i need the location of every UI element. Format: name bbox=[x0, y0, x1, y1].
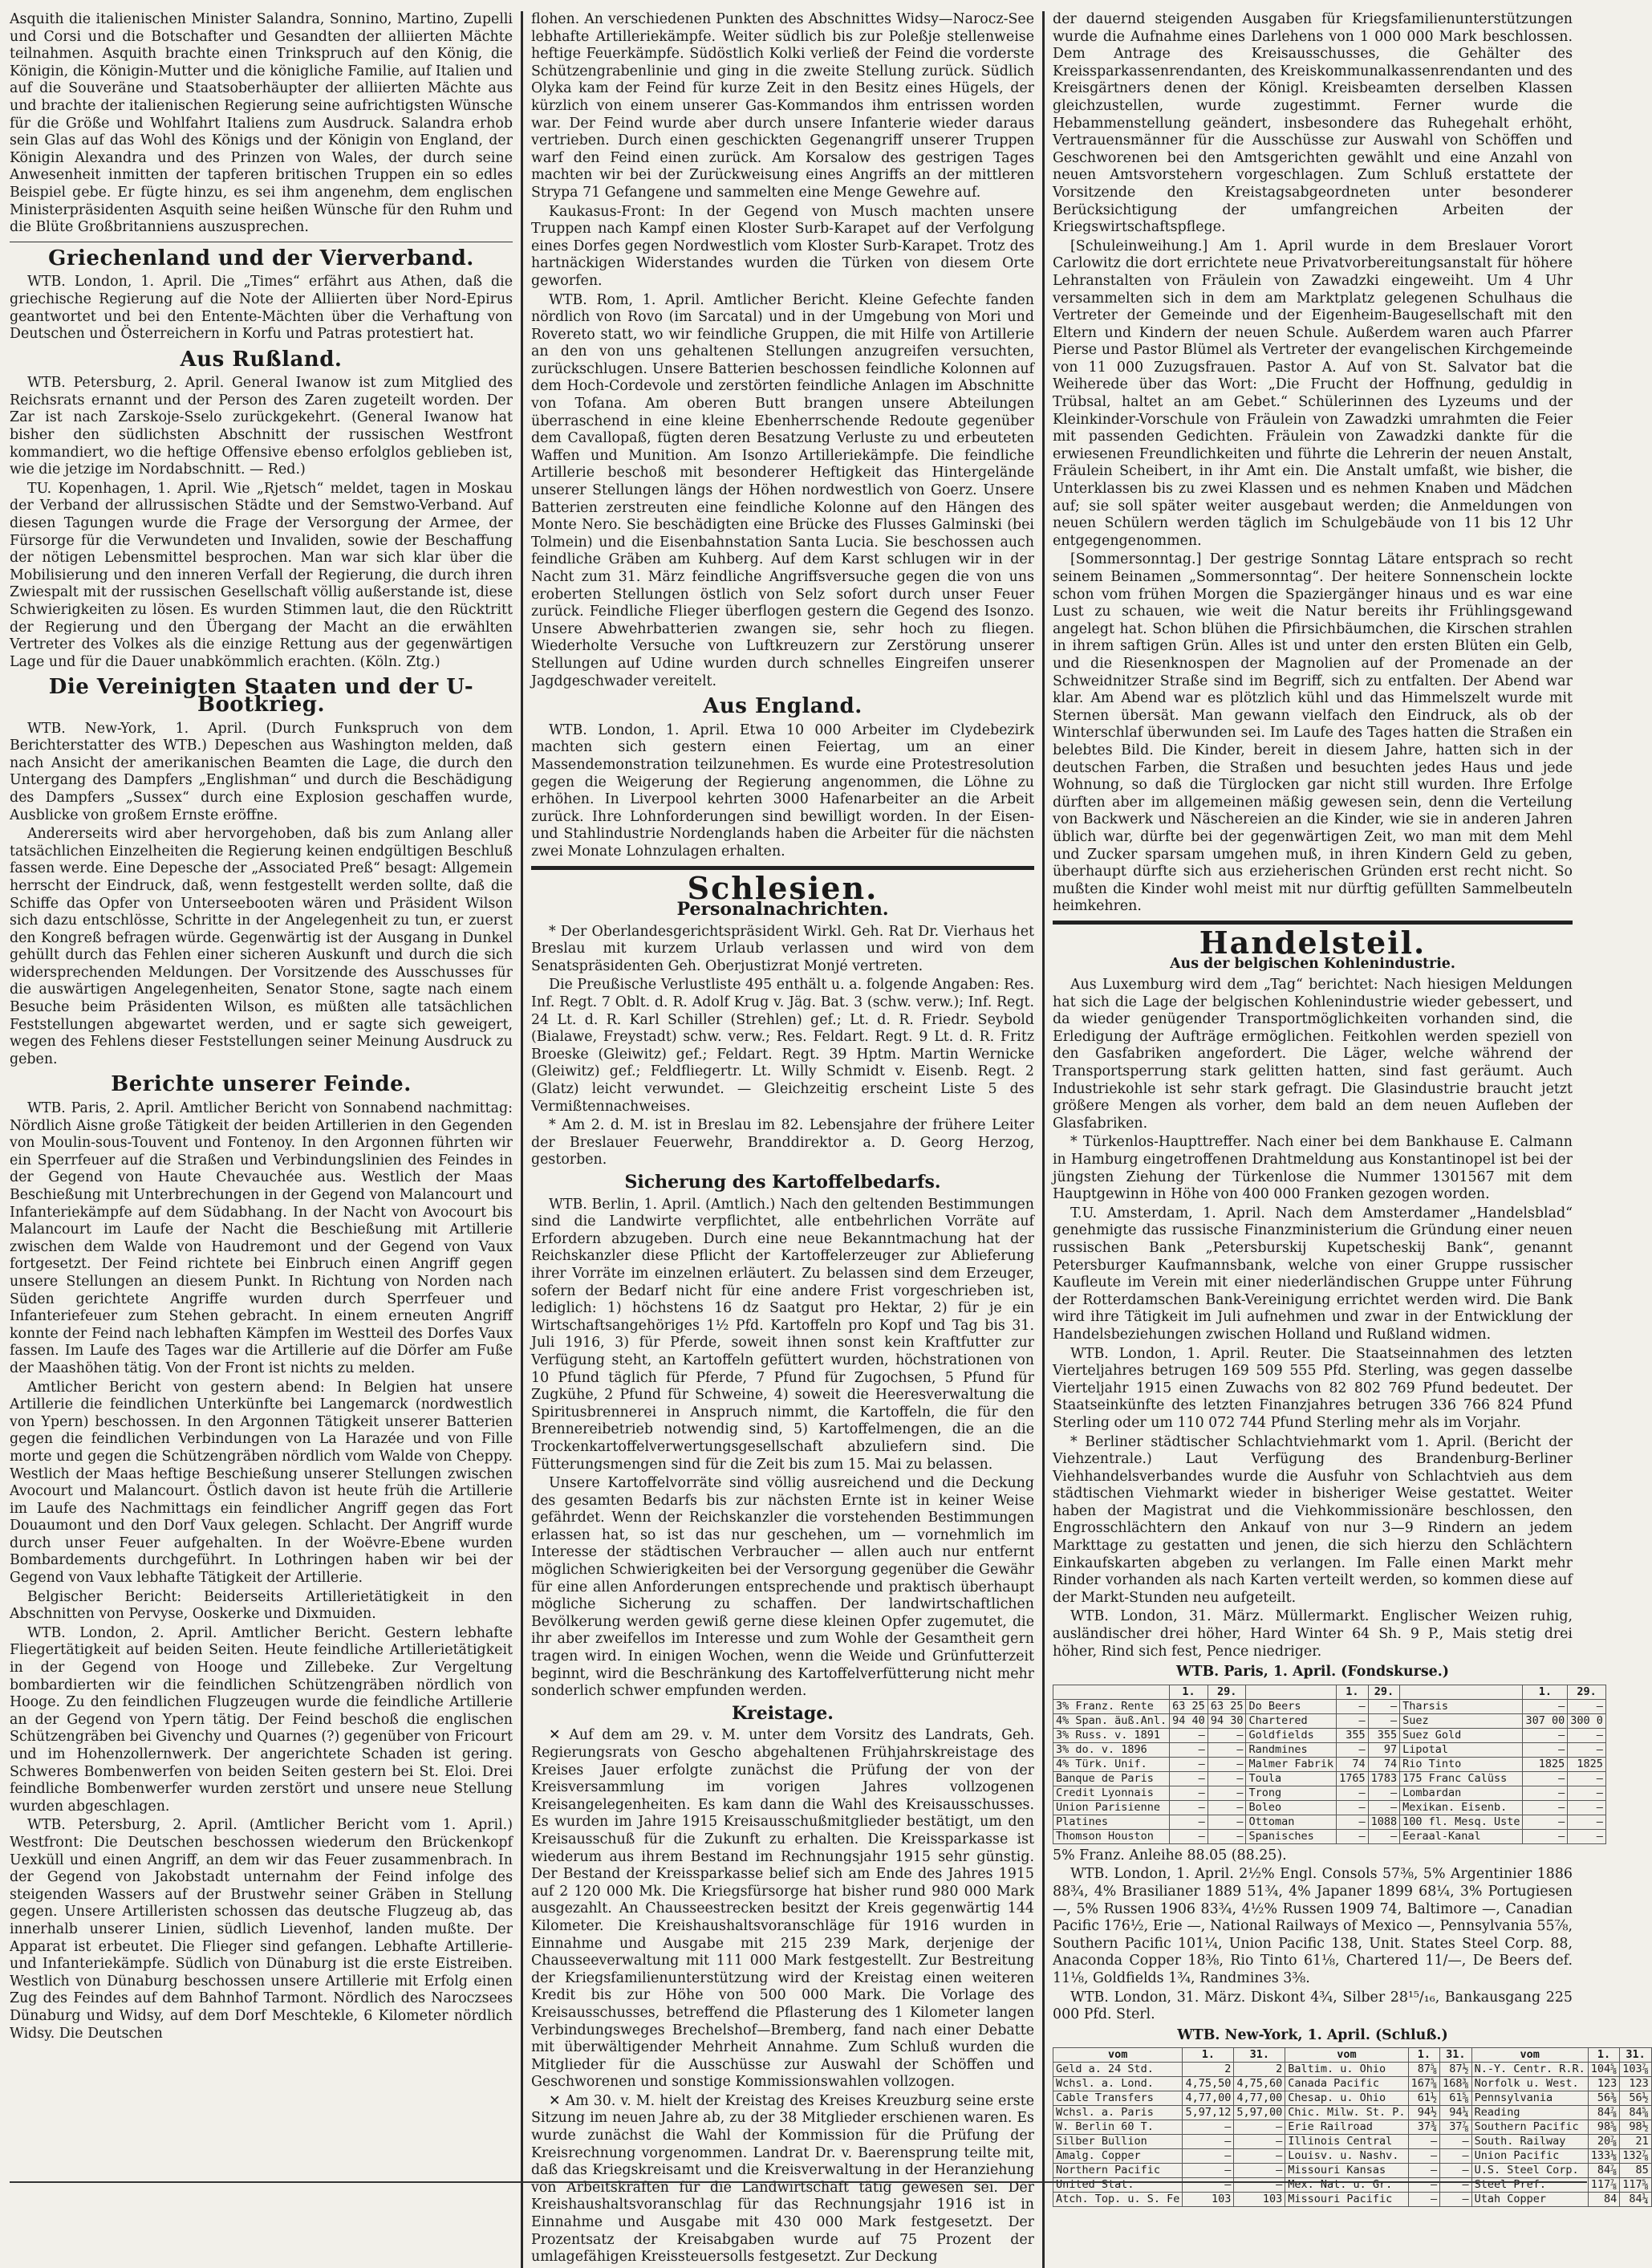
newyork-heading: WTB. New-York, 1. April. (Schluß.) bbox=[1177, 2026, 1448, 2043]
table-cell: Platines bbox=[1053, 1815, 1170, 1829]
table-cell: 84⅞ bbox=[1588, 2106, 1620, 2120]
table-cell: — bbox=[1568, 1815, 1606, 1829]
table-cell: — bbox=[1368, 1800, 1400, 1815]
table-cell: 103 bbox=[1234, 2193, 1285, 2207]
table-cell: — bbox=[1440, 2149, 1472, 2164]
article-text: WTB. London, 1. April. Etwa 10 000 Arbeiter im Clydebezirk machten sich gestern einen Feiertag, um an einer Massendemonstration teilzunehmen. Es wurde eine Protestresolution gegen die Weigerung der Regierung angenommen, die Löhne zu erhöhen. In Liverpool kehrten 3000 Hafenarbeiter an die Arbeit zurück. Ihre Lohnforderungen sind bewilligt worden. In der Eisen- und Stahlindustrie Nordenglands haben die Arbeiter für die nächsten zwei Monate Lohnzulagen erhalten. bbox=[531, 721, 1034, 860]
table-row bbox=[1053, 2120, 1652, 2135]
table-cell: Silber Bullion bbox=[1053, 2135, 1183, 2149]
table-cell: Malmer Fabrik bbox=[1246, 1757, 1337, 1771]
table-cell: 1765 bbox=[1337, 1771, 1369, 1786]
table-cell: 4,77,00 bbox=[1183, 2091, 1234, 2106]
table-cell: W. Berlin 60 T. bbox=[1053, 2120, 1183, 2135]
article-text: * Am 2. d. M. ist in Breslau im 82. Lebensjahre der frühere Leiter der Breslauer Feuerwehr, Branddirektor a. D. Georg Herzog, gestorben. bbox=[531, 1117, 1034, 1169]
bottom-rule bbox=[10, 2181, 1587, 2183]
table-cell: Chartered bbox=[1246, 1713, 1337, 1728]
table-cell: — bbox=[1368, 1699, 1400, 1713]
table-row bbox=[1053, 1815, 1606, 1829]
table-header-cell: 29. bbox=[1368, 1685, 1400, 1699]
article-text: WTB. London, 31. März. Müllermarkt. Englischer Weizen ruhig, ausländischer drei höher, Hard Winter 64 Sh. 9 P., Mais stetig drei höher, Rind sich fest, Pence niedriger. bbox=[1053, 1608, 1573, 1660]
table-cell: Tharsis bbox=[1400, 1699, 1523, 1713]
table-cell: — bbox=[1523, 1786, 1568, 1800]
headline-kohle: Aus der belgischen Kohlenindustrie. bbox=[1170, 956, 1455, 973]
table-cell: Union Pacific bbox=[1471, 2149, 1588, 2164]
table-cell: — bbox=[1523, 1742, 1568, 1757]
table-cell: United Stat. bbox=[1053, 2178, 1183, 2193]
table-cell: — bbox=[1568, 1699, 1606, 1713]
table-cell: 133⅛ bbox=[1588, 2149, 1620, 2164]
article-text: ✕ Am 30. v. M. hielt der Kreistag des Kreises Kreuzburg seine erste Sitzung im neuen Jahre ab, zu der 38 Mitglieder erschienen waren. Es wurde zunächst die Wahl der Kommission für die Prüfung der Kreisrechnung vorgenommen. Landrat Dr. v. Baerensprung teilte mit, daß das Kriegskreisamt und die Kreisverwaltung in der Heranziehung von Arbeitskräften für die Landwirtschaft tätig gewesen sei. Der Kreishaushaltsvoranschlag für das Rechnungsjahr 1916 ist in Einnahme und Ausgabe mit 430 000 Mark festgesetzt. Der Prozentsatz der Kreisabgaben wurde auf 75 Prozent der umlagefähigen Kreissteuersolls festgesetzt. Zur Deckung bbox=[531, 2092, 1034, 2266]
table-cell: 94 30 bbox=[1208, 1713, 1246, 1728]
table-cell: Utah Copper bbox=[1471, 2193, 1588, 2207]
table-cell: South. Railway bbox=[1471, 2135, 1588, 2149]
table-cell: Steel Pref. bbox=[1471, 2178, 1588, 2193]
table-cell: 63 25 bbox=[1208, 1699, 1246, 1713]
table-cell: Northern Pacific bbox=[1053, 2164, 1183, 2178]
table-cell: 21 bbox=[1620, 2135, 1652, 2149]
article-text: [Sommersonntag.] Der gestrige Sonntag Lätare entsprach so recht seinem Beinamen „Sommersonntag“. Der heitere Sonnenschein lockte schon vom frühen Morgen die Spaziergänger hinaus und es war eine Lust zu schauen, wie weit die Natur bereits ihr Frühlingsgewand angelegt hat. Schon blühen die Pfirsichbäumchen, die Kirschen strahlen in ihrem saftigen Grün. Alles ist und unter den ersten Blüten ein Gelb, und die Riesenknospen der Magnolien auf der Promenade an der Schweidnitzer Straße sind im Begriff, sich zu entfalten. Der Abend war klar. Am Abend war es plötzlich kühl und das Himmelszelt wurde mit Sternen übersät. Man gewann vielfach den Eindruck, als ob der Winterschlaf überwunden sei. Im Laufe des Tages hatten die Straßen ein belebtes Bild. Die Kinder, bereit in diesem Jahre, hatten sich in der deutschen Farben, die Straßen und besuchten jedes Haus und jede Wohnung, so daß die Türglocken gar nicht still wurden. Ihre Erfolge dürften aber im allgemeinen mäßig gewesen sein, denn die Verteilung von Backwerk und Näschereien an die Kinder, wie sie in anderen Jahren üblich war, dürfte bei der gegenwärtigen Zeit, wo man mit dem Mehl und Zucker sparsam umgehen muß, in ihren Kindern Geld zu geben, überhaupt dürfte sich aus erzieherischen Gründen erst recht nicht. So mußten die Kinder wohl meist mit nur dürftig gefüllten Sammelbeuteln heimkehren. bbox=[1053, 551, 1573, 915]
table-header-cell: 1. bbox=[1523, 1685, 1568, 1699]
table-cell: Erie Railroad bbox=[1285, 2120, 1408, 2135]
table-header-row bbox=[1053, 2048, 1652, 2063]
table-cell: — bbox=[1568, 1786, 1606, 1800]
table-cell: Suez bbox=[1400, 1713, 1523, 1728]
table-cell: Goldfields bbox=[1246, 1728, 1337, 1742]
table-cell: Illinois Central bbox=[1285, 2135, 1408, 2149]
article-text: * Berliner städtischer Schlachtviehmarkt vom 1. April. (Bericht der Viehzentrale.) Laut Verfügung des Brandenburg-Berliner Viehhandelsverbandes wurde die Ausfuhr von Schlachtvieh aus dem städtischen Viehmarkt wieder in bisheriger Weise gestattet. Weiter haben der Magistrat und die Viehkommissionäre beschlossen, den Engrosschlächtern den Ankauf von nur 3—9 Rindern an jedem Markttage zu gestatten und jenen, die sich hierzu den Schlächtern Einkaufskarten abgeben zu verlangen. Im Falle einen Markt mehr Rinder vorhanden als nach Karten verteilt werden, so kommen diese auf der Markt-Stunden neu aufgeteilt. bbox=[1053, 1433, 1573, 1606]
article-text: WTB. London, 1. April. 2½% Engl. Consols 57⅜, 5% Argentinier 1886 88¾, 4% Brasilianer 1889 51¾, 4% Japaner 1899 68¼, 3% Portugiesen —, 5% Russen 1906 83¾, 4½% Russen 1909 74, Baltimore —, Canadian Pacific 176½, Erie —, National Railways of Mexico —, Pennsylvania 55⅞, Southern Pacific 101¼, Union Pacific 138, Unit. States Steel Corp. 88, Anaconda Copper 18⅜, Rio Tinto 61⅛, Chartered 11/—, De Beers def. 11⅛, Goldfields 1¾, Randmines 3⅜. bbox=[1053, 1866, 1573, 1986]
table-cell: — bbox=[1568, 1728, 1606, 1742]
table-cell: 4,77,00 bbox=[1234, 2091, 1285, 2106]
column-1 bbox=[10, 11, 513, 2268]
headline-england: Aus England. bbox=[703, 694, 863, 719]
table-cell: Baltim. u. Ohio bbox=[1285, 2063, 1408, 2077]
headline-feinde: Berichte unserer Feinde. bbox=[111, 1072, 412, 1097]
table-cell: Wchsl. a. Lond. bbox=[1053, 2077, 1183, 2091]
table-cell: 103⅞ bbox=[1620, 2063, 1652, 2077]
table-cell: — bbox=[1208, 1829, 1246, 1843]
table-cell: — bbox=[1440, 2193, 1472, 2207]
table-cell: 100 fl. Mesq. Uste bbox=[1400, 1815, 1523, 1829]
headline-personal: Personalnachrichten. bbox=[676, 899, 889, 921]
headline-usa: Die Vereinigten Staaten und der U-Bootkrieg. bbox=[48, 675, 474, 717]
table-cell: Louisv. u. Nashv. bbox=[1285, 2149, 1408, 2164]
table-cell: Thomson Houston bbox=[1053, 1829, 1170, 1843]
table-cell: Missouri Pacific bbox=[1285, 2193, 1408, 2207]
table-cell: 98½ bbox=[1620, 2120, 1652, 2135]
table-cell: — bbox=[1234, 2120, 1285, 2135]
article-text: Unsere Kartoffelvorräte sind völlig ausreichend und die Deckung des gesamten Bedarfs bis zur nächsten Ernte ist in keiner Weise gefährdet. Wenn der Reichskanzler die vorstehenden Bestimmungen erlassen hat, so ist das nur geschehen, um — vornehmlich im Interesse der städtischen Verbraucher — allen auch nur entfernt möglichen Schwierigkeiten bei der Versorgung gegenüber die Gewähr für eine allen Anforderungen entsprechende und praktisch überhaupt mögliche Sicherung zu schaffen. Der landwirtschaftlichen Bevölkerung werden gewiß gerne diese kleinen Opfer zugemutet, die ihr aber zweifellos im Interesse und zum Wohle der Gesamtheit gern tragen wird. In einigen Wochen, wenn die Weide und Grünfutterzeit beginnt, wird die Beschränkung des Kartoffelverfütterung nicht mehr sonderlich schwer empfunden werden. bbox=[531, 1475, 1034, 1700]
article-text: 5% Franz. Anleihe 88.05 (88.25). bbox=[1053, 1847, 1287, 1864]
table-cell: Reading bbox=[1471, 2106, 1588, 2120]
article-text: WTB. Paris, 2. April. Amtlicher Bericht von Sonnabend nachmittag: Nördlich Aisne große Tätigkeit der beiden Artillerien in den Gegenden von Moulin-sous-Touvent und Fontenoy. In den Argonnen führten wir ein Sperrfeuer auf die Straßen und Verbindungslinien des Feindes in der Gegend von Haute Chevauchée aus. Westlich der Maas Beschießung mit Unterbrechungen in der Gegend von Malancourt und Infanteriekämpfe auf dem Südabhang. In der Nacht von Avocourt bis Malancourt im Laufe der Nacht die Beschießung mit Artillerie zwischen dem Walde von Haudremont und der Gegend von Vaux fortgesetzt. Der Feind richtete bei Einbruch einen Angriff gegen unsere Stellungen an diesem Punkt. In Richtung von Norden nach Süden gerichtete Angriffe wurden durch Sperrfeuer und Infanteriefeuer zum Stehen gebracht. In einem erneuten Angriff konnte der Feind nach lebhaften Kämpfen im Westteil des Dorfes Vaux fassen. Im Laufe des Tages war die Artillerie auf die Dörfer am Fuße der Maashöhen tätig. Von der Front ist nichts zu melden. bbox=[10, 1100, 513, 1376]
table-cell: 84⅞ bbox=[1588, 2164, 1620, 2178]
headline-kartoffel: Sicherung des Kartoffelbedarfs. bbox=[624, 1172, 941, 1193]
table-cell: — bbox=[1568, 1742, 1606, 1757]
table-cell: — bbox=[1523, 1800, 1568, 1815]
table-cell: Mex. Nat. u. Gr. bbox=[1285, 2178, 1408, 2193]
table-header-cell: 29. bbox=[1208, 1685, 1246, 1699]
article-text: WTB. London, 31. März. Diskont 4¾, Silber 28¹⁵/₁₆, Bankausgang 225 000 Pfd. Sterl. bbox=[1053, 1989, 1573, 2023]
table-cell: 56½ bbox=[1620, 2091, 1652, 2106]
table-cell: 3% do. v. 1896 bbox=[1053, 1742, 1170, 1757]
table-cell: Banque de Paris bbox=[1053, 1771, 1170, 1786]
table-row bbox=[1053, 2178, 1652, 2193]
table-header-cell bbox=[1053, 1685, 1170, 1699]
table-cell: Atch. Top. u. S. Fe bbox=[1053, 2193, 1183, 2207]
section-divider bbox=[531, 866, 1034, 870]
table-header-cell: 31. bbox=[1440, 2048, 1472, 2063]
table-cell: — bbox=[1337, 1699, 1369, 1713]
table-cell: 132⅞ bbox=[1620, 2149, 1652, 2164]
table-cell: 123 bbox=[1588, 2077, 1620, 2091]
table-cell: 98⅝ bbox=[1588, 2120, 1620, 2135]
table-cell: — bbox=[1208, 1771, 1246, 1786]
table-cell: 117⅞ bbox=[1588, 2178, 1620, 2193]
table-cell: Toula bbox=[1246, 1771, 1337, 1786]
table-cell: — bbox=[1208, 1800, 1246, 1815]
table-cell: — bbox=[1337, 1815, 1369, 1829]
table-cell: 117⅝ bbox=[1620, 2178, 1652, 2193]
table-cell: — bbox=[1234, 2149, 1285, 2164]
table-cell: — bbox=[1408, 2149, 1440, 2164]
table-cell: — bbox=[1568, 1800, 1606, 1815]
table-cell: Eeraal-Kanal bbox=[1400, 1829, 1523, 1843]
table-cell: 37¾ bbox=[1408, 2120, 1440, 2135]
table-header-cell: 1. bbox=[1408, 2048, 1440, 2063]
table-row bbox=[1053, 2077, 1652, 2091]
table-header-cell: 1. bbox=[1588, 2048, 1620, 2063]
table-cell: 355 bbox=[1337, 1728, 1369, 1742]
table-cell: Missouri Kansas bbox=[1285, 2164, 1408, 2178]
table-cell: 4% Span. äuß.Anl. bbox=[1053, 1713, 1170, 1728]
article-text: * Türkenlos-Haupttreffer. Nach einer bei dem Bankhause E. Calmann in Hamburg eingetroffenen Drahtmeldung aus Konstantinopel ist bei der jüngsten Ziehung der Türkenlose die Nummer 1301567 mit dem Hauptgewinn in Höhe von 400 000 Franken gezogen worden. bbox=[1053, 1134, 1573, 1203]
article-text: Amtlicher Bericht von gestern abend: In Belgien hat unsere Artillerie die feindlichen Unterkünfte bei Langemarck (nordwestlich von Ypern) beschossen. In den Argonnen Tätigkeit unserer Batterien gegen die feindlichen Verbindungen von La Harazée und von Fille morte und gegen die Schützengräben nördlich vom Walde von Cheppy. Westlich der Maas heftige Beschießung unserer Stellungen zwischen Avocourt und Malancourt. Östlich davon ist heute früh die Artillerie im Laufe des Nachmittags ein feindlicher Angriff gegen das Fort Douaumont und den Dorf Vaux gelegen. Schlacht. Der Angriff wurde durch unser Feuer aufgehalten. In der Woëvre-Ebene wurden Bombardements durchgeführt. In Lothringen haben wir bei der Gegend von Vaux lebhafte Tätigkeit der Artillerie. bbox=[10, 1379, 513, 1587]
table-header-cell: vom bbox=[1471, 2048, 1588, 2063]
table-cell: Chic. Milw. St. P. bbox=[1285, 2106, 1408, 2120]
table-cell: 20⅞ bbox=[1588, 2135, 1620, 2149]
table-cell: 84⅝ bbox=[1620, 2106, 1652, 2120]
table-cell: Wchsl. a. Paris bbox=[1053, 2106, 1183, 2120]
table-cell: — bbox=[1183, 2164, 1234, 2178]
table-cell: — bbox=[1523, 1815, 1568, 1829]
table-cell: 85 bbox=[1620, 2164, 1652, 2178]
table-cell: 4% Türk. Unif. bbox=[1053, 1757, 1170, 1771]
table-header-cell: vom bbox=[1285, 2048, 1408, 2063]
table-cell: Randmines bbox=[1246, 1742, 1337, 1757]
table-cell: — bbox=[1337, 1786, 1369, 1800]
newyork-stock-table bbox=[1053, 2047, 1652, 2207]
table-cell: Pennsylvania bbox=[1471, 2091, 1588, 2106]
table-cell: 94½ bbox=[1408, 2106, 1440, 2120]
table-cell: — bbox=[1208, 1815, 1246, 1829]
table-row bbox=[1053, 2106, 1652, 2120]
table-cell: 37⅞ bbox=[1440, 2120, 1472, 2135]
table-cell: — bbox=[1408, 2178, 1440, 2193]
table-cell: 97 bbox=[1368, 1742, 1400, 1757]
table-cell: — bbox=[1208, 1742, 1246, 1757]
table-cell: 1825 bbox=[1568, 1757, 1606, 1771]
table-cell: — bbox=[1183, 2135, 1234, 2149]
table-cell: — bbox=[1170, 1800, 1208, 1815]
table-cell: — bbox=[1337, 1713, 1369, 1728]
table-cell: — bbox=[1568, 1829, 1606, 1843]
table-cell: 167⅝ bbox=[1408, 2077, 1440, 2091]
table-cell: 168⅜ bbox=[1440, 2077, 1472, 2091]
table-cell: 94 40 bbox=[1170, 1713, 1208, 1728]
article-text: * Der Oberlandesgerichtspräsident Wirkl. Geh. Rat Dr. Vierhaus het Breslau mit kurzem Urlaub verlassen und wird von dem Senatspräsidenten Geh. Oberjustizrat Monjé vertreten. bbox=[531, 923, 1034, 974]
table-cell: — bbox=[1170, 1786, 1208, 1800]
article-text: WTB. Rom, 1. April. Amtlicher Bericht. Kleine Gefechte fanden nördlich von Rovo (im Sarcatal) und in der Umgebung von Mori und Rovereto statt, wo wir feindliche Gruppen, die mit Hilfe von Artillerie an den von uns gehaltenen Stellungen anzugreifen versuchten, zurückschlugen. Unsere Batterien beschossen feindliche Kolonnen auf dem Hoch-Cordevole und zerstörten feindliche Anlagen im Abschnitte von Tofana. Am oberen Butt brangen unsere Abteilungen überraschend in eine kleine Ebenherrschende Redoute gegenüber dem Cavallopaß, fügten deren Besatzung Verluste zu und erbeuteten Waffen und Munition. Am Isonzo Artilleriekämpfe. Die feindliche Artillerie beschoß mit besonderer Heftigkeit das Hintergelände unserer Stellungen längs der Höhen nordwestlich von Goerz. Unsere Batterien zerstreuten eine feindliche Kolonne auf den Hängen des Monte Nero. Sie beschädigten eine Brücke des Flusses Galminski (bei Tolmein) und die Eisenbahnstation Santa Lucia. Sie beschossen auch feindliche Gräben am Kuhberg. Auf dem Karst schlugen wir in der Nacht zum 31. März feindliche Angriffsversuche gegen die von uns eroberten Stellungen östlich von Selz sofort durch unser Feuer zurück. Feindliche Flieger überflogen gestern die Gegend des Isonzo. Unsere Abwehrbatterien zwangen sie, sehr hoch zu fliegen. Wiederholte Versuche von Luftkreuzern zur Zerstörung unserer Stellungen auf Udine wurden durch schnelles Eingreifen unserer Jagdgeschwader vereitelt. bbox=[531, 291, 1034, 689]
article-text: TU. Kopenhagen, 1. April. Wie „Rjetsch“ meldet, tagen in Moskau der Verband der allrussischen Städte und der Semstwo-Verband. Auf diesen Tagungen wurde die Frage der Versorgung der Armee, der Fürsorge für die Verwundeten und Invaliden, sowie der Beschaffung der nötigen Lebensmittel besprochen. Man war sich klar über die Mobilisierung und den inneren Verfall der Regierung, die durch ihren Zwiespalt mit der russischen Gesellschaft völlig außerstande ist, diese Schwierigkeiten zu lösen. Es wurden Stimmen laut, die den Rücktritt der Regierung und den Übergang der Macht an die erwählten Vertreter des Volkes als die einzige Rettung aus der gegenwärtigen Lage und für die Dauer unabkömmlich erachten. (Köln. Ztg.) bbox=[10, 480, 513, 670]
table-row bbox=[1053, 1800, 1606, 1815]
table-cell: — bbox=[1337, 1829, 1369, 1843]
table-cell: 87½ bbox=[1440, 2063, 1472, 2077]
headline-kreistage: Kreistage. bbox=[732, 1702, 834, 1724]
table-row bbox=[1053, 1829, 1606, 1843]
article-text: WTB. Petersburg, 2. April. (Amtlicher Bericht vom 1. April.) Westfront: Die Deutschen beschossen wiederum den Brückenkopf Uexküll und einen Angriff, an dem wir das Feuer zusammenbrach. In der Gegend von Jakobstadt unternahm der Feind infolge des steigenden Wassers auf der Brustwehr seiner Gräben in Stellung gegen. Unsere Artilleristen schossen das deutsche Flugzeug ab, das innerhalb unserer Linien, südlich Lievenhof, landen mußte. Der Apparat ist erbeutet. Die Flieger sind gefangen. Lebhafte Artillerie- und Infanteriekämpfe. Südlich von Dünaburg ist die erste Eistreiben. Westlich von Dünaburg beschossen unsere Artillerie mit Erfolg einen Zug des Feindes auf dem Bahnhof Tarmont. Nördlich des Naroczsees Dünaburg und Widsy, auf dem Dorf Meschtekle, 6 Kilometer nördlich Widsy. Die Deutschen bbox=[10, 1817, 513, 2042]
article-text: Andererseits wird aber hervorgehoben, daß bis zum Anlang aller tatsächlichen Einzelheiten die Regierung keinen endgültigen Beschluß fassen werde. Eine Depesche der „Associated Preß“ besagt: Allgemein herrscht der Eindruck, daß, wenn festgestellt werden sollte, daß die Schiffe das Opfer von Unterseebooten wären und Präsident Wilson sich dazu entschlösse, Schritte in der Angelegenheit zu tun, er zuerst den Kongreß befragen würde. Gegenwärtig ist der Ausgang in Dunkel gehüllt durch das Fehlen einer sicheren Auskunft und durch die sich widersprechenden Meldungen. Der Vorsitzende des Ausschusses für die auswärtigen Angelegenheiten, Senator Stone, sagte nach einem Besuche beim Präsidenten Wilson, es müßten alle tatsächlichen Feststellungen abgewartet werden, und er sagte sich geweigert, wegen des Fehlens dieser Feststellungen seiner Meinung Ausdruck zu geben. bbox=[10, 826, 513, 1067]
table-cell: 123 bbox=[1620, 2077, 1652, 2091]
table-cell: — bbox=[1368, 1829, 1400, 1843]
article-text: WTB. New-York, 1. April. (Durch Funkspruch von dem Berichterstatter des WTB.) Depeschen aus Washington melden, daß nach Ansicht der amerikanischen Beamten die Lage, die durch den Untergang des Dampfers „Englishman“ und durch die Beschädigung des Dampfers „Sussex“ durch eine Explosion geschaffen wurde, Ausblicke von großem Ernste eröffne. bbox=[10, 720, 513, 823]
table-cell: Union Parisienne bbox=[1053, 1800, 1170, 1815]
article-text: Kaukasus-Front: In der Gegend von Musch machten unsere Truppen nach Kampf einen Kloster Surb-Karapet auf der Verfolgung eines Dorfes gegen Nordwestlich vom Kloster Surb-Karapet. Trotz des hartnäckigen Widerstandes wurden die Türken von diesem Orte geworfen. bbox=[531, 203, 1034, 289]
table-row bbox=[1053, 1742, 1606, 1757]
table-row bbox=[1053, 1728, 1606, 1742]
table-cell: — bbox=[1234, 2135, 1285, 2149]
table-cell: — bbox=[1170, 1728, 1208, 1742]
table-header-row bbox=[1053, 1685, 1606, 1699]
article-text: Belgischer Bericht: Beiderseits Artillerietätigkeit in den Abschnitten von Pervyse, Ooskerke und Dixmuiden. bbox=[10, 1588, 513, 1623]
section-title-schlesien: Schlesien. bbox=[687, 869, 879, 906]
table-cell: Do Beers bbox=[1246, 1699, 1337, 1713]
article-text: flohen. An verschiedenen Punkten des Abschnittes Widsy—Narocz-See lebhafte Artilleriekämpfe. Weiter südlich bis zur Poleßje stellenweise heftige Feuerkämpfe. Südöstlich Kolki verließ der Feind die vorderste Schützengrabenlinie und ging in die zweite Stellung zurück. Südlich Olyka kam der Feind für kurze Zeit in den Besitz eines Hügels, der kürzlich von einem unserer Gas-Kommandos ihm entrissen worden war. Der Feind wurde aber durch unsere Infanterie wieder daraus vertrieben. Durch einen geschickten Gegenangriff unserer Truppen warf den Feind einen zurück. Am Korsalow des gestrigen Tages machten wir bei der Zurückweisung eines Angriffs an der mittleren Strypa 71 Gefangene und sammelten eine Menge Gewehre auf. bbox=[531, 11, 1034, 201]
article-text: Aus Luxemburg wird dem „Tag“ berichtet: Nach hiesigen Meldungen hat sich die Lage der belgischen Kohlenindustrie wieder gebessert, und da wieder genügender Transportmöglichkeiten vorhanden sind, die Erledigung der Aufträge ermöglichen. Feitkohlen werden speziell von den Gasfabriken angefordert. Die Läger, welche während der Transportsperrung stark gelitten hatten, sind fast geräumt. Auch Industriekohle ist sehr stark gefragt. Die Glasindustrie braucht jetzt größere Mengen als vorher, dem bald an dem neuen Aufleben der Glasfabriken. bbox=[1053, 977, 1573, 1132]
table-cell: 84 bbox=[1588, 2193, 1620, 2207]
column-3 bbox=[1053, 11, 1649, 2268]
table-cell: — bbox=[1337, 1800, 1369, 1815]
table-cell: — bbox=[1523, 1728, 1568, 1742]
table-row bbox=[1053, 2063, 1652, 2077]
table-cell: — bbox=[1170, 1757, 1208, 1771]
article-text: WTB. Petersburg, 2. April. General Iwanow ist zum Mitglied des Reichsrats ernannt und der Person des Zaren zugeteilt worden. Der Zar ist nach Zarskoje-Sselo zurückgekehrt. (General Iwanow hat bisher den südlichsten Abschnitt der russischen Westfront kommandiert, wo die heftige Offensive ebenso erfolglos geblieben ist, wie die jetzige im Nordabschnitt. — Red.) bbox=[10, 375, 513, 478]
table-cell: — bbox=[1170, 1771, 1208, 1786]
column-rule bbox=[521, 11, 523, 2268]
table-cell: Rio Tinto bbox=[1400, 1757, 1523, 1771]
article-text: T.U. Amsterdam, 1. April. Nach dem Amsterdamer „Handelsblad“ genehmigte das russische Finanzministerium die Gründung einer neuen russischen Bank „Petersburskij Kupetscheskij Bank“, genannt Petersburger Kaufmannsbank, welche von einer Gruppe russischer Kaufleute im Verein mit einer niederländischen Gruppe unter Führung der Rotterdamschen Bank-Vereinigung errichtet werden wird. Die Bank wird ihre Tätigkeit im Juli aufnehmen und zwar in der Entwicklung der Handelsbeziehungen zwischen Holland und Rußland widmen. bbox=[1053, 1205, 1573, 1343]
table-cell: — bbox=[1234, 2164, 1285, 2178]
table-cell: U.S. Steel Corp. bbox=[1471, 2164, 1588, 2178]
headline-russland: Aus Rußland. bbox=[180, 347, 343, 372]
table-cell: 87⅝ bbox=[1408, 2063, 1440, 2077]
table-cell: Southern Pacific bbox=[1471, 2120, 1588, 2135]
table-cell: — bbox=[1208, 1786, 1246, 1800]
table-cell: 355 bbox=[1368, 1728, 1400, 1742]
article-text: WTB. London, 1. April. Reuter. Die Staatseinnahmen des letzten Vierteljahres betrugen 169 509 555 Pfd. Sterling, was gegen dasselbe Vierteljahr 1915 einen Zuwachs von 82 802 769 Pfund bedeutet. Der Staatseinkünfte des letzten Finanzjahres betrugen 336 766 824 Pfund Sterling oder um 110 072 744 Pfund Sterling mehr als im Vorjahr. bbox=[1053, 1345, 1573, 1431]
table-cell: Lombardan bbox=[1400, 1786, 1523, 1800]
table-cell: — bbox=[1208, 1757, 1246, 1771]
table-cell: — bbox=[1440, 2164, 1472, 2178]
table-cell: 3% Russ. v. 1891 bbox=[1053, 1728, 1170, 1742]
article-text: Asquith die italienischen Minister Salandra, Sonnino, Martino, Zupelli und Corsi und die Botschafter und Gesandten der alliierten Mächte teilnahmen. Asquith brachte einen Trinkspruch auf den König, die Königin, die Königin-Mutter und die königliche Familie, auf Italien und auf die Souveräne und Staatsoberhäupter der alliierten Mächte aus und brachte der italienischen Regierung seine aufrichtigsten Wünsche für die Größe und Wohlfahrt Italiens zum Ausdruck. Salandra erhob sein Glas auf das Wohl des Königs und der Königin von England, der Königin Alexandra und des Prinzen von Wales, der durch seine Anwesenheit inmitten der tapferen britischen Truppen ein so edles Beispiel gebe. Er fügte hinzu, es sei ihm angenehm, dem englischen Ministerpräsidenten Asquith seine heißen Wünsche für den Ruhm und die Blüte Großbritanniens auszusprechen. bbox=[10, 11, 513, 236]
table-cell: 5,97,00 bbox=[1234, 2106, 1285, 2120]
table-row bbox=[1053, 2149, 1652, 2164]
table-cell: 1088 bbox=[1368, 1815, 1400, 1829]
table-header-cell bbox=[1246, 1685, 1337, 1699]
table-cell: — bbox=[1368, 1713, 1400, 1728]
table-cell: — bbox=[1523, 1829, 1568, 1843]
table-row bbox=[1053, 1699, 1606, 1713]
table-row bbox=[1053, 1757, 1606, 1771]
table-row bbox=[1053, 2091, 1652, 2106]
column-2 bbox=[531, 11, 1034, 2268]
table-cell: Ottoman bbox=[1246, 1815, 1337, 1829]
table-cell: 74 bbox=[1368, 1757, 1400, 1771]
table-cell: — bbox=[1440, 2135, 1472, 2149]
table-cell: 74 bbox=[1337, 1757, 1369, 1771]
table-cell: 94¼ bbox=[1440, 2106, 1472, 2120]
table-cell: — bbox=[1523, 1771, 1568, 1786]
table-row bbox=[1053, 2164, 1652, 2178]
article-text: WTB. Berlin, 1. April. (Amtlich.) Nach den geltenden Bestimmungen sind die Landwirte verpflichtet, alle entbehrlichen Vorräte auf Erfordern abzugeben. Durch eine neue Bekanntmachung hat der Reichskanzler diese Pflicht der Kartoffelerzeuger zur Ablieferung ihrer Vorräte im einzelnen erläutert. Zu belassen sind dem Erzeuger, sofern der Bedarf nicht für eine andere Frist vorgeschrieben ist, lediglich: 1) höchstens 16 dz Saatgut pro Hektar, 2) für je ein Wirtschaftsangehöriges 1½ Pfd. Kartoffeln pro Kopf und Tag bis 31. Juli 1916, 3) für Pferde, soweit ihnen sonst kein Kraftfutter zur Verfügung steht, an Kartoffeln gefüttert wurden, höchstrationen von 10 Pfund täglich für Pferde, 7 Pfund für Zugochsen, 5 Pfund für Zugkühe, 2 Pfund für Schweine, 4) soweit die Heeresverwaltung die Spiritusbrennerei in Anspruch nimmt, die Kartoffeln, die für den Brennereibetrieb notwendig sind, 5) Kartoffelmengen, die an die Trockenkartoffelverwertungsgesellschaft abzuliefern sind. Die Fütterungsmengen sind für die Zeit bis zum 15. Mai zu belassen. bbox=[531, 1196, 1034, 1473]
table-cell: — bbox=[1568, 1771, 1606, 1786]
table-cell: Trong bbox=[1246, 1786, 1337, 1800]
table-cell: Geld a. 24 Std. bbox=[1053, 2063, 1183, 2077]
table-cell: 4,75,60 bbox=[1234, 2077, 1285, 2091]
table-cell: — bbox=[1337, 1742, 1369, 1757]
article-text: Die Preußische Verlustliste 495 enthält u. a. folgende Angaben: Res. Inf. Regt. 7 Oblt. d. R. Adolf Krug v. Jäg. Bat. 3 (schw. verw.); Inf. Regt. 24 Lt. d. R. Karl Schiller (Strehlen) gef.; Lt. d. R. Friedr. Seybold (Bialawe, Freystadt) schw. verw.; Res. Feldart. Regt. 9 Lt. d. R. Fritz Broeske (Gleiwitz) gef.; Feldart. Regt. 39 Hptm. Martin Wernicke (Gleiwitz) gef.; Feldfliegertr. Lt. Willy Schmidt v. Eisenb. Regt. 2 (Glatz) leicht verwundet. — Gleichzeitig erscheint Liste 5 des Vermißtennachweises. bbox=[531, 977, 1034, 1115]
table-cell: 307 00 bbox=[1523, 1713, 1568, 1728]
table-row bbox=[1053, 2135, 1652, 2149]
table-cell: Canada Pacific bbox=[1285, 2077, 1408, 2091]
table-cell: 2 bbox=[1234, 2063, 1285, 2077]
table-cell: — bbox=[1183, 2120, 1234, 2135]
table-cell: Suez Gold bbox=[1400, 1728, 1523, 1742]
table-cell: 104⅝ bbox=[1588, 2063, 1620, 2077]
table-cell: 4,75,50 bbox=[1183, 2077, 1234, 2091]
table-cell: — bbox=[1523, 1699, 1568, 1713]
table-row bbox=[1053, 2193, 1652, 2207]
table-cell: — bbox=[1170, 1815, 1208, 1829]
table-cell: 1783 bbox=[1368, 1771, 1400, 1786]
table-cell: 63 25 bbox=[1170, 1699, 1208, 1713]
table-cell: — bbox=[1368, 1786, 1400, 1800]
table-header-cell: 31. bbox=[1620, 2048, 1652, 2063]
table-cell: 1825 bbox=[1523, 1757, 1568, 1771]
table-cell: — bbox=[1183, 2178, 1234, 2193]
article-text: WTB. London, 2. April. Amtlicher Bericht. Gestern lebhafte Fliegertätigkeit auf beiden Seiten. Heute feindliche Artillerietätigkeit in der Gegend von Hooge und Zillebeke. Zur Vergeltung bombardierten wir die feindlichen Schützengräben nördlich von Hooge. Zu den feindlichen Flugzeugen wurde die feindliche Artillerie an der Gegend von Ypern tätig. Der Feind beschoß die englischen Schützengräben bei Givenchy und Quarnes (?) gegenüber von Fricourt und im Hohenzollernwerk. Der angerichtete Schaden ist gering. Schweres Bombenwerfen von beiden Seiten gestern bei St. Eloi. Drei feindliche Bombenwerfer wurden zerstört und unsere neue Stellung wurden abgeschlagen. bbox=[10, 1624, 513, 1815]
table-cell: Lipotal bbox=[1400, 1742, 1523, 1757]
table-cell: 103 bbox=[1183, 2193, 1234, 2207]
table-cell: — bbox=[1170, 1742, 1208, 1757]
table-row bbox=[1053, 1713, 1606, 1728]
table-header-cell: vom bbox=[1053, 2048, 1183, 2063]
article-text: [Schuleinweihung.] Am 1. April wurde in dem Breslauer Vorort Carlowitz die dort errichtete neue Privatvorbereitungsanstalt für höhere Lehranstalten von Fräulein von Zawadzki eingeweiht. Um 4 Uhr versammelten sich in dem am Marktplatz gelegenen Schulhaus die Vertreter der Gemeinde und der Eigenheim-Baugesellschaft mit den Eltern und Kindern der neuen Schule. Außerdem waren auch Pfarrer Pierse und Pastor Blümel als Vertreter der evangelischen Kirchgemeinde von 11 000 Zuzugsfrauen. Pastor A. Auf von St. Salvator bat die Weiherede über das Wort: „Die Frucht der Hoffnung, geduldig in Trübsal, haltet an am Gebet.“ Schülerinnen des Lyzeums und der Kleinkinder-Vorschule von Fräulein von Zawadzki umrahmten die Feier mit passenden Gedichten. Fräulein von Zawadzki dankte für die erwiesenen Freundlichkeiten und führte die Lehrerin der neuen Anstalt, Fräulein Scheibert, in ihr Amt ein. Die Anstalt umfaßt, wie bisher, die Unterklassen bis zu zwei Klassen und es nehmen Knaben und Mädchen auf; sie soll später weiter ausgebaut werden; die Anmeldungen von neuen Schülern werden täglich im Schulgebäude von 11 bis 12 Uhr entgegengenommen. bbox=[1053, 238, 1573, 549]
table-cell: 175 Franc Calüss bbox=[1400, 1771, 1523, 1786]
table-cell: Cable Transfers bbox=[1053, 2091, 1183, 2106]
table-cell: Chesap. u. Ohio bbox=[1285, 2091, 1408, 2106]
column-rule bbox=[1042, 11, 1045, 2268]
table-cell: Mexikan. Eisenb. bbox=[1400, 1800, 1523, 1815]
table-cell: — bbox=[1408, 2135, 1440, 2149]
table-cell: — bbox=[1183, 2149, 1234, 2164]
table-cell: — bbox=[1440, 2178, 1472, 2193]
table-cell: — bbox=[1234, 2178, 1285, 2193]
table-cell: — bbox=[1408, 2164, 1440, 2178]
table-cell: N.-Y. Centr. R.R. bbox=[1471, 2063, 1588, 2077]
paris-stock-table bbox=[1053, 1685, 1606, 1844]
table-cell: 61½ bbox=[1408, 2091, 1440, 2106]
table-cell: 56⅜ bbox=[1588, 2091, 1620, 2106]
table-header-cell: 29. bbox=[1568, 1685, 1606, 1699]
table-header-cell: 31. bbox=[1234, 2048, 1285, 2063]
table-cell: 300 0 bbox=[1568, 1713, 1606, 1728]
table-cell: — bbox=[1408, 2193, 1440, 2207]
table-cell: Spanisches bbox=[1246, 1829, 1337, 1843]
table-header-cell: 1. bbox=[1337, 1685, 1369, 1699]
table-header-cell: 1. bbox=[1183, 2048, 1234, 2063]
table-cell: — bbox=[1208, 1728, 1246, 1742]
headline-griechenland: Griechenland und der Vierverband. bbox=[48, 246, 474, 270]
table-row bbox=[1053, 1786, 1606, 1800]
table-cell: — bbox=[1170, 1829, 1208, 1843]
article-text: ✕ Auf dem am 29. v. M. unter dem Vorsitz des Landrats, Geh. Regierungsrats von Gescho abgehaltenen Frühjahrskreistage des Kreises Jauer erfolgte zunächst die Prüfung der von der Kreisversammlung im vorigen Jahres vollzogenen Kreisangelegenheiten. Es kam dann die Wahl des Kreisausschusses. Es wurden im Jahre 1915 Kreisausschußmitglieder bestätigt, um den Kreisausschuß für die Zukunft zu erhalten. Die Kreissparkasse ist wiederum aus ihrem Bestand im Rechnungsjahr 1915 sehr günstig. Der Bestand der Kreissparkasse belief sich am Ende des Jahres 1915 auf 2 120 000 Mk. Die Kriegsfürsorge hat bisher rund 980 000 Mark ausgezahlt. An Chausseestrecken besitzt der Kreis gegenwärtig 144 Kilometer. Die Kreishaushaltsvoranschläge für 1916 wurden in Einnahme und Ausgabe mit 215 239 Mark, derjenige der Chausseeverwaltung mit 111 000 Mark festgestellt. Zur Bestreitung der Kriegsfamilienunterstützung wird der Kreistag einen weiteren Kredit bis zur Höhe von 500 000 Mark. Die Vorlage des Kreisausschusses, betreffend die Pflasterung des 1 Kilometer langen Verbindungsweges Brechelshof—Bremberg, fand nach einer Debatte mit überwältigender Mehrheit Annahme. Zum Schluß wurden die Mitglieder für die Ausschüsse zur Auswahl der Schöffen und Geschworenen und sonstige Kommissionswahlen vollzogen. bbox=[531, 1727, 1034, 2091]
paris-heading: WTB. Paris, 1. April. (Fondskurse.) bbox=[1176, 1664, 1449, 1681]
table-cell: Norfolk u. West. bbox=[1471, 2077, 1588, 2091]
article-text: WTB. London, 1. April. Die „Times“ erfährt aus Athen, daß die griechische Regierung auf die Note der Alliierten über Nord-Epirus geantwortet und bei den Entente-Mächten über die Verhaftung von Deutschen und Österreichern in Korfu und Patras protestiert hat. bbox=[10, 274, 513, 343]
table-cell: 3% Franz. Rente bbox=[1053, 1699, 1170, 1713]
table-header-cell bbox=[1400, 1685, 1523, 1699]
table-cell: Boleo bbox=[1246, 1800, 1337, 1815]
article-text: der dauernd steigenden Ausgaben für Kriegsfamilienunterstützungen wurde die Aufnahme eines Darlehens von 1 000 000 Mark beschlossen. Dem Antrage des Kreisausschusses, die Gehälter des Kreissparkassenrendanten, des Kreiskommunalkassenrendanten und des Kreisgärtners denen der Königl. Kreisbeamten derselben Klassen gleichzustellen, wurde zugestimmt. Ferner wurde die Hebammenstellung geändert, insbesondere das Ruhegehalt erhöht, Vertrauensmänner für die Ausschüsse zur Auswahl von Schöffen und Geschworenen bei den Amtsgerichten gewählt und eine Anzahl von neuen Amtsvorstehern vorgeschlagen. Zum Schluß erstattete der Vorsitzende den Kreistagsabgeordneten unter besonderer Berücksichtigung der umfangreichen Arbeiten der Kriegswirtschaftspflege. bbox=[1053, 11, 1573, 236]
table-row bbox=[1053, 1771, 1606, 1786]
table-cell: 5,97,12 bbox=[1183, 2106, 1234, 2120]
section-title-handelsteil: Handelsteil. bbox=[1199, 924, 1427, 961]
table-cell: Credit Lyonnais bbox=[1053, 1786, 1170, 1800]
table-header-cell: 1. bbox=[1170, 1685, 1208, 1699]
table-cell: Amalg. Copper bbox=[1053, 2149, 1183, 2164]
table-cell: 84¼ bbox=[1620, 2193, 1652, 2207]
table-cell: 2 bbox=[1183, 2063, 1234, 2077]
table-cell: 61⅝ bbox=[1440, 2091, 1472, 2106]
